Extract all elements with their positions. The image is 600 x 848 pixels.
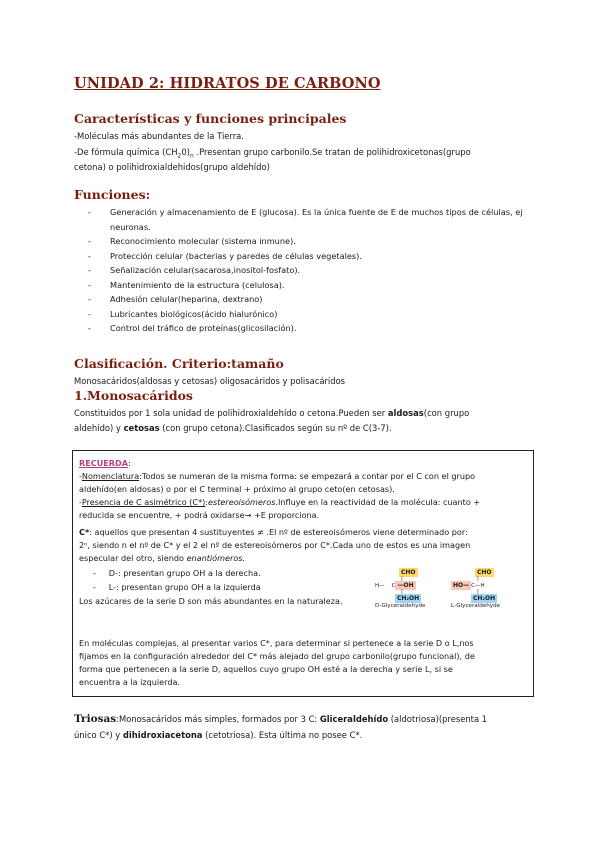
d-glyceraldehyde-structure: CHO | H— C —OH | CH₂OH D-Glyceraldehyde bbox=[375, 569, 426, 609]
ch2oh-group: CH₂OH bbox=[397, 595, 420, 602]
ch2oh-group: CH₂OH bbox=[473, 595, 496, 602]
text-line: C*: aquellos que presentan 4 sustituyentes ≠ .El nº de estereoisómeros viene determinado por: bbox=[79, 527, 468, 537]
text-line: cetona) o polihidroxialdehidos(grupo aldehído) bbox=[74, 162, 270, 172]
l-glyceraldehyde-structure: CHO | HO— C—H | CH₂OH L-Glyceraldehyde bbox=[451, 569, 501, 609]
text-line: Los azúcares de la serie D son más abundantes en la naturaleza. bbox=[79, 596, 343, 606]
list-item: - Adhesión celular(heparina, dextrano) bbox=[88, 294, 263, 304]
list-item: - Control del tráfico de proteínas(glicosilación). bbox=[88, 323, 297, 333]
text-line: Constituidos por 1 sola unidad de polihidroxialdehído o cetona.Pueden ser aldosas(con grupo bbox=[74, 408, 470, 418]
list-item: - Generación y almacenamiento de E (glucosa). Es la única fuente de E de muchos tipos de células, ej neuronas. bbox=[88, 207, 523, 232]
text-line: especular del otro, siendo enantiómeros. bbox=[79, 553, 246, 563]
recuerda-label: RECUERDA: bbox=[79, 458, 131, 468]
text-line: -Presencia de C asimétrico (C*):estereoisómeros.Influye en la reactividad de la molécula: cuanto + bbox=[79, 497, 481, 507]
section-heading-clasificacion: Clasificación. Criterio:tamaño bbox=[74, 356, 284, 371]
section-heading-funciones: Funciones: bbox=[74, 187, 151, 202]
text-line: forma que pertenecen a la serie D, aquellos cuyo grupo OH esté a la derecha y serie L, si se bbox=[79, 664, 453, 674]
page-title: UNIDAD 2: HIDRATOS DE CARBONO bbox=[74, 75, 381, 92]
section-heading-monosacaridos: 1.Monosacáridos bbox=[74, 388, 193, 403]
text-line: reducida se encuentre, + podrá oxidarse→ +E proporciona. bbox=[79, 510, 320, 520]
list-item: - Señalización celular(sacarosa,inositol-fosfato). bbox=[88, 265, 301, 275]
text-line: aldehído(en aldosas) o por el C terminal + próximo al grupo ceto(en cetosas). bbox=[79, 484, 395, 494]
text-line: encuentra a la izquierda. bbox=[79, 677, 180, 687]
molecule-caption: D-Glyceraldehyde bbox=[375, 603, 426, 609]
aldehyde-group: CHO bbox=[477, 569, 492, 576]
recuerda-box bbox=[72, 450, 534, 697]
text-line: aldehído) y cetosas (con grupo cetona).Clasificados según su nº de C(3-7). bbox=[74, 423, 392, 433]
list-item: - Reconocimiento molecular (sistema inmune). bbox=[88, 236, 296, 246]
list-item: - Protección celular (bacterias y paredes de células vegetales). bbox=[88, 250, 362, 261]
text-line: 2ⁿ, siendo n el nº de C* y el 2 el nº de estereoisómeros por C*.Cada uno de estos es una imagen bbox=[79, 540, 471, 550]
molecule-caption: L-Glyceraldehyde bbox=[451, 603, 501, 609]
text-line: Monosacáridos(aldosas y cetosas) oligosacáridos y polisacáridos bbox=[74, 376, 346, 386]
hydroxyl-group-right: —OH bbox=[397, 582, 414, 589]
triosas-line-1: Triosas:Monosacáridos más simples, formados por 3 C: Gliceraldehído (aldotriosa)(presenta 1 bbox=[74, 713, 488, 725]
text-line: -Nomenclatura:Todos se numeran de la misma forma: se empezará a contar por el C con el grupo bbox=[79, 471, 476, 481]
text-line: En moléculas complejas, al presentar varios C*, para determinar si pertenece a la serie D o L,nos bbox=[79, 638, 474, 648]
d-series-item: - D-: presentan grupo OH a la derecha. bbox=[93, 568, 261, 578]
aldehyde-group: CHO bbox=[401, 569, 416, 576]
triosas-line-2: único C*) y dihidroxiacetona (cetotriosa). Esta última no posee C*. bbox=[74, 730, 363, 740]
list-item: - Mantenimiento de la estructura (celulosa). bbox=[88, 279, 285, 290]
section-heading-caracteristicas: Características y funciones principales bbox=[74, 111, 347, 126]
funciones-list bbox=[88, 205, 530, 336]
l-series-item: - L-: presentan grupo OH a la izquierda bbox=[93, 582, 261, 592]
hydroxyl-group-left: HO— bbox=[453, 582, 470, 589]
list-item: - Lubricantes biológicos(ácido hialurónico) bbox=[88, 308, 278, 319]
text-line: -Moléculas más abundantes de la Tierra. bbox=[74, 131, 244, 141]
text-line: fijamos en la configuración alrededor del C* más alejado del grupo carbonilo(grupo funcional), de bbox=[79, 651, 475, 661]
formula-line: -De fórmula química $(CH_20)_n$ .Presentan grupo carbonilo.Se tratan de polihidroxicetonas(grupo bbox=[74, 147, 471, 160]
